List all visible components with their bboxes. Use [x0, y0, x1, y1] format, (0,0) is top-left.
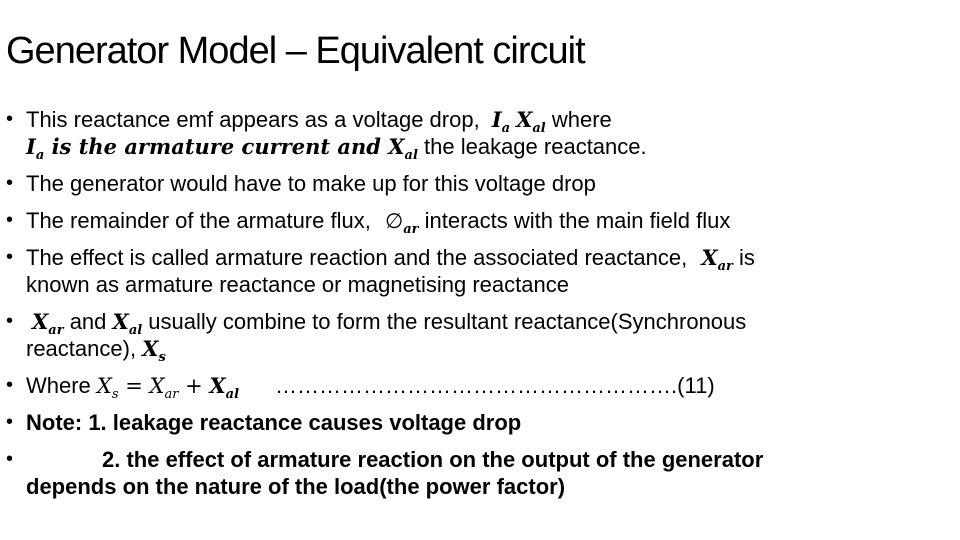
bullet-5-text: usually combine to form the resultant reactance(Synchronous [142, 309, 747, 334]
math-xs: $X_s$ [142, 336, 166, 365]
bullet-icon: • [6, 411, 14, 433]
bullet-3 [6, 207, 956, 237]
bullet-5-line-1 [6, 308, 956, 338]
math-xar: $X_{ar}$ [149, 374, 179, 402]
bullet-8-line-2 [6, 473, 956, 500]
bullet-5-and: and [63, 309, 113, 334]
bullet-list [6, 106, 956, 500]
math-equals: = [118, 374, 150, 398]
bullet-1-where: where [545, 107, 612, 132]
math-phi-ar: $\emptyset_{ar}$ [384, 209, 419, 237]
bullet-icon: • [6, 310, 14, 332]
note-2-text-2: depends on the nature of the load(the power factor) [26, 474, 566, 499]
bullet-icon: • [6, 172, 14, 194]
bullet-icon: • [6, 209, 14, 231]
bullet-2-text: The generator would have to make up for this voltage drop [26, 171, 596, 196]
math-xar: $X_{ar}$ [32, 309, 64, 338]
bullet-icon: • [6, 448, 14, 470]
math-ia: $I_a$ [491, 107, 511, 136]
bullet-3-text-2: interacts with the main field flux [418, 208, 731, 233]
bullet-8-line-1 [6, 446, 956, 473]
bullet-1-text: This reactance emf appears as a voltage drop, [26, 107, 486, 132]
bullet-4-text-2: known as armature reactance or magnetising reactance [26, 272, 569, 297]
math-armature-current-text: is the armature current and [44, 134, 389, 159]
bullet-icon: • [6, 246, 14, 268]
bullet-icon: • [6, 108, 14, 130]
bullet-7 [6, 409, 956, 436]
math-xs: $X_s$ [96, 374, 119, 402]
bullet-3-text: The remainder of the armature flux, [26, 208, 377, 233]
math-xal: $X_{al}$ [112, 309, 143, 338]
bullet-1-line-1 [6, 106, 956, 136]
bullet-6 [6, 372, 956, 402]
bullet-4-line-2 [6, 271, 956, 298]
bullet-2 [6, 170, 956, 197]
math-xar: $X_{ar}$ [701, 245, 733, 274]
bullet-1-leakage-text: the leakage reactance. [417, 134, 647, 159]
math-plus: + [178, 374, 210, 398]
math-xal: $X_{al}$ [209, 373, 240, 402]
bullet-icon: • [6, 374, 14, 396]
bullet-4-is: is [732, 245, 755, 270]
bullet-4-text: The effect is called armature reaction and the associated reactance, [26, 245, 694, 270]
slide-title: Generator Model – Equivalent circuit [6, 30, 585, 72]
bullet-1-line-2 [6, 133, 956, 163]
bullet-4-line-1 [6, 244, 956, 274]
note-1-text: Note: 1. leakage reactance causes voltage drop [26, 410, 522, 435]
bullet-5-text-2: reactance), [26, 336, 143, 361]
equation-number: ……………………………………………….(11) [275, 373, 715, 398]
bullet-6-where: Where [26, 373, 97, 398]
math-ia: $I_a$ [26, 134, 45, 163]
math-xal: $X_{al}$ [388, 134, 418, 163]
math-xal: $X_{al}$ [516, 107, 546, 136]
bullet-5-line-2 [6, 335, 956, 365]
note-2-text: 2. the effect of armature reaction on the output of the generator [102, 447, 764, 472]
